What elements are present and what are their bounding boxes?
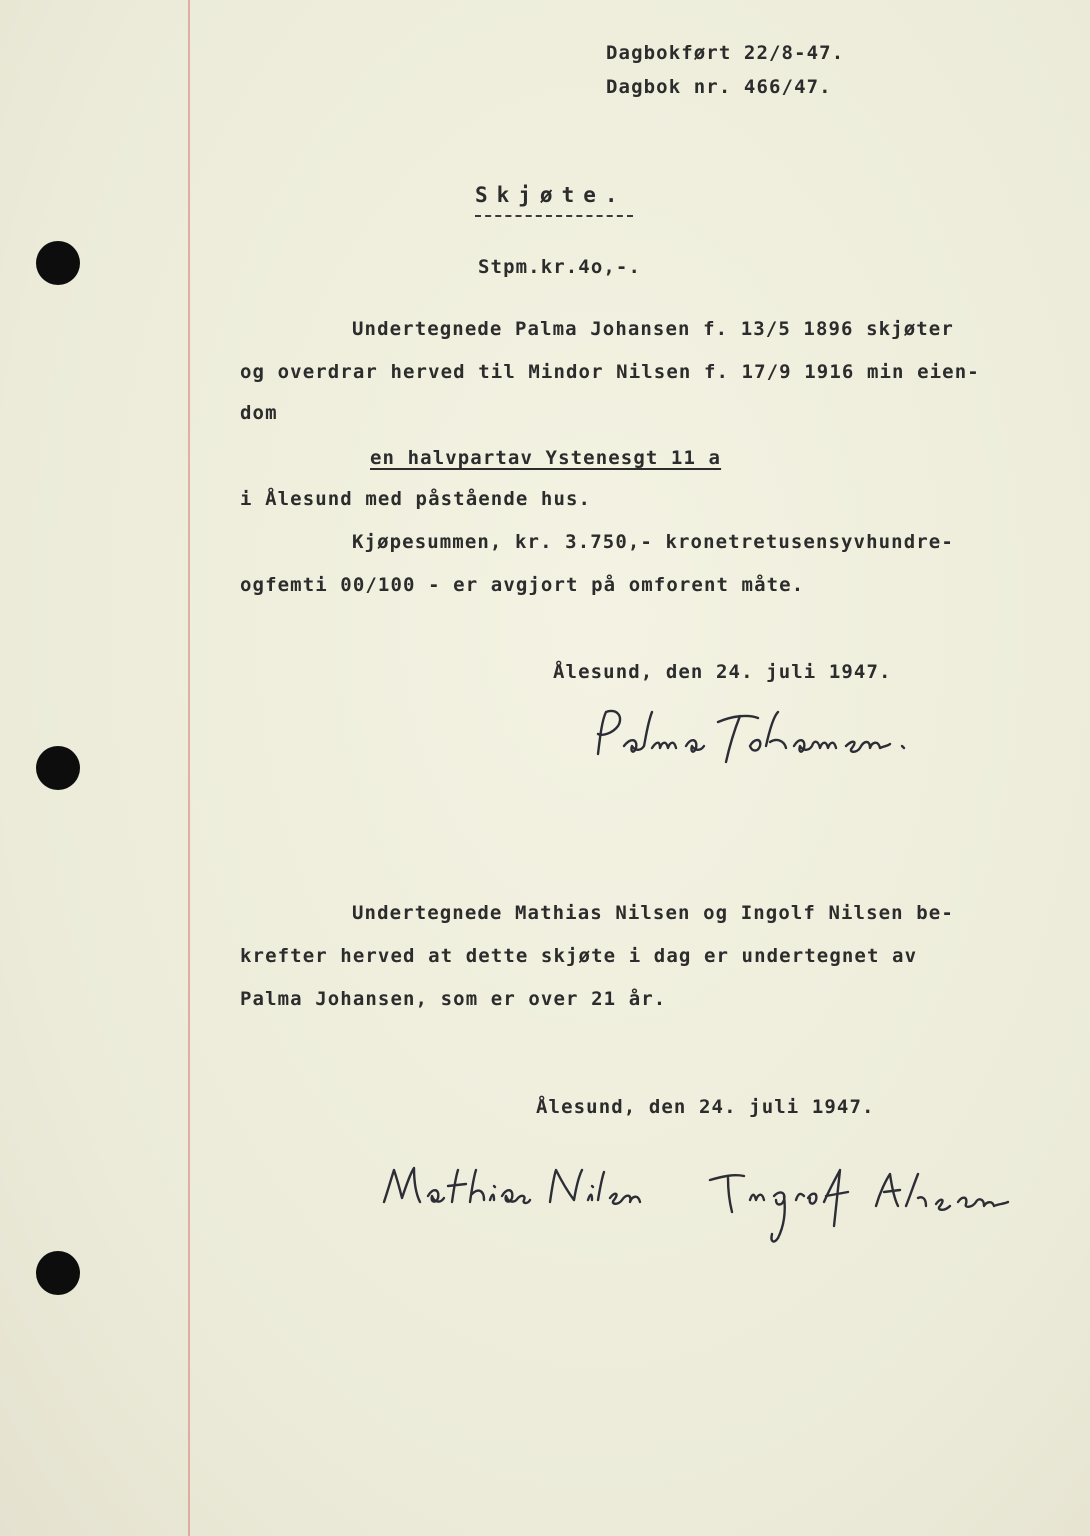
paragraph-4-line-3: Palma Johansen, som er over 21 år. bbox=[240, 988, 667, 1010]
paragraph-3-line-1: Kjøpesummen, kr. 3.750,- kronetretusensyvhundre- bbox=[352, 531, 954, 553]
title-underline bbox=[475, 215, 633, 217]
place-date-2: Ålesund, den 24. juli 1947. bbox=[536, 1096, 875, 1118]
paragraph-4-line-2: krefter herved at dette skjøte i dag er undertegnet av bbox=[240, 945, 918, 967]
journal-entry-date: Dagbokført 22/8-47. bbox=[606, 42, 845, 64]
place-date-1: Ålesund, den 24. juli 1947. bbox=[553, 661, 892, 683]
paragraph-4-line-1: Undertegnede Mathias Nilsen og Ingolf Nilsen be- bbox=[352, 902, 954, 924]
paragraph-1-line-3: dom bbox=[240, 402, 278, 424]
margin-rule bbox=[188, 0, 190, 1536]
punch-hole-middle bbox=[36, 746, 80, 790]
punch-hole-bottom bbox=[36, 1251, 80, 1295]
paragraph-3-line-2: ogfemti 00/100 - er avgjort på omforent måte. bbox=[240, 574, 805, 596]
paragraph-2-line-1: i Ålesund med påstående hus. bbox=[240, 488, 592, 510]
document-title: Skjøte. bbox=[475, 183, 627, 207]
journal-number: Dagbok nr. 466/47. bbox=[606, 76, 832, 98]
paragraph-1-line-1: Undertegnede Palma Johansen f. 13/5 1896 skjøter bbox=[352, 318, 954, 340]
witness-2-signature bbox=[700, 1162, 1040, 1252]
stamp-duty: Stpm.kr.4o,-. bbox=[478, 256, 642, 278]
seller-signature bbox=[590, 702, 950, 772]
property-description: en halvpartav Ystenesgt 11 a bbox=[370, 447, 722, 469]
paragraph-1-line-2: og overdrar herved til Mindor Nilsen f. 17/9 1916 min eien- bbox=[240, 361, 980, 383]
witness-1-signature bbox=[378, 1160, 648, 1220]
punch-hole-top bbox=[36, 241, 80, 285]
